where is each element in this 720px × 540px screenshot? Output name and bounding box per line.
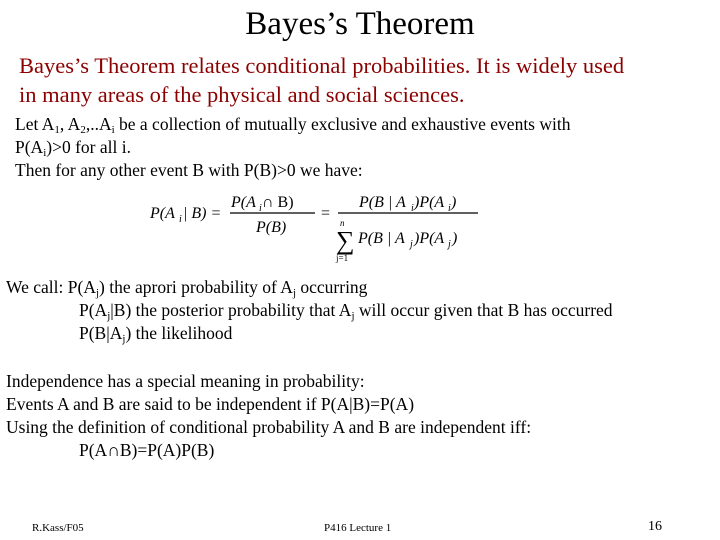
sum-upper-limit: n — [340, 218, 345, 228]
terminology-block — [6, 276, 613, 345]
events-line-1 — [15, 113, 570, 136]
text-segment: ,..A — [85, 114, 112, 134]
text-segment: P(A — [79, 300, 108, 320]
independence-block — [6, 370, 531, 462]
subscript: i — [43, 147, 47, 159]
formula-numerator-2: P(B | A — [359, 194, 406, 211]
independence-formula: P(A∩B)=P(A)P(B) — [79, 440, 215, 460]
formula-numerator-1: P(A — [231, 194, 256, 211]
formula-denominator-2c: ) — [452, 230, 458, 247]
formula-sub: i — [259, 203, 262, 214]
independence-line-2: Events A and B are said to be independent if P(A|B)=P(A) — [6, 394, 415, 414]
subscript: j — [107, 310, 111, 322]
text-segment: will occur given that B has occurred — [354, 300, 613, 320]
events-line-2 — [15, 136, 570, 159]
slide-title: Bayes’s Theorem — [245, 6, 475, 42]
footer-author: R.Kass/F05 — [32, 522, 84, 534]
formula-lhs: P(A — [150, 205, 175, 222]
formula-numerator-1-cap: ∩ B) — [262, 194, 294, 211]
text-segment: P(A — [15, 137, 44, 157]
formula-sub: j — [410, 239, 413, 250]
formula-denominator-1: P(B) — [256, 219, 287, 236]
text-segment: be a collection of mutually exclusive and exhaustive events with — [114, 114, 571, 134]
text-segment: )>0 for all i. — [46, 137, 131, 157]
subscript: j — [122, 333, 126, 345]
formula-denominator-2b: )P(A — [414, 230, 445, 247]
text-segment: Let A — [15, 114, 55, 134]
independence-line-3: Using the definition of conditional probability A and B are independent iff: — [6, 417, 532, 437]
posterior-line — [79, 299, 613, 322]
text-segment: occurring — [296, 277, 368, 297]
formula-sub: i — [448, 203, 451, 214]
formula-sub: j — [448, 239, 451, 250]
subscript: j — [351, 310, 355, 322]
likelihood-line — [79, 322, 613, 345]
events-definition — [15, 113, 570, 182]
formula-sub: i — [411, 203, 414, 214]
events-line-3: Then for any other event B with P(B)>0 we have: — [15, 160, 363, 180]
text-segment: |B) the posterior probability that A — [110, 300, 352, 320]
footer-lecture: P416 Lecture 1 — [324, 522, 392, 534]
formula-lhs-close: | B) = — [183, 205, 222, 222]
text-segment: ) the likelihood — [125, 323, 233, 343]
formula-denominator-2: P(B | A — [358, 230, 405, 247]
subscript: 2 — [80, 124, 86, 136]
sum-lower-limit: j=1 — [336, 253, 349, 263]
intro-text — [19, 51, 624, 109]
prior-line — [6, 276, 540, 299]
sum-sign: ∑ — [336, 226, 355, 255]
intro-line-1: Bayes’s Theorem relates conditional probabilities. It is widely used — [19, 53, 625, 78]
subscript: 1 — [54, 124, 60, 136]
text-segment: We call: P(A — [6, 277, 96, 297]
subscript: i — [111, 124, 115, 136]
formula-equals: = — [321, 205, 331, 222]
formula-numerator-2c: ) — [451, 194, 457, 211]
formula-numerator-2b: )P(A — [414, 194, 445, 211]
independence-line-1: Independence has a special meaning in probability: — [6, 371, 365, 391]
text-segment: P(B|A — [79, 323, 123, 343]
subscript: j — [95, 287, 100, 299]
text-segment: , A — [59, 114, 81, 134]
page-number: 16 — [648, 519, 662, 534]
formula-sub: i — [179, 214, 182, 225]
text-segment: ) the aprori probability of A — [99, 277, 293, 297]
intro-line-2: in many areas of the physical and social sciences. — [19, 82, 465, 107]
bayes-formula — [138, 186, 483, 266]
subscript: j — [292, 287, 296, 299]
